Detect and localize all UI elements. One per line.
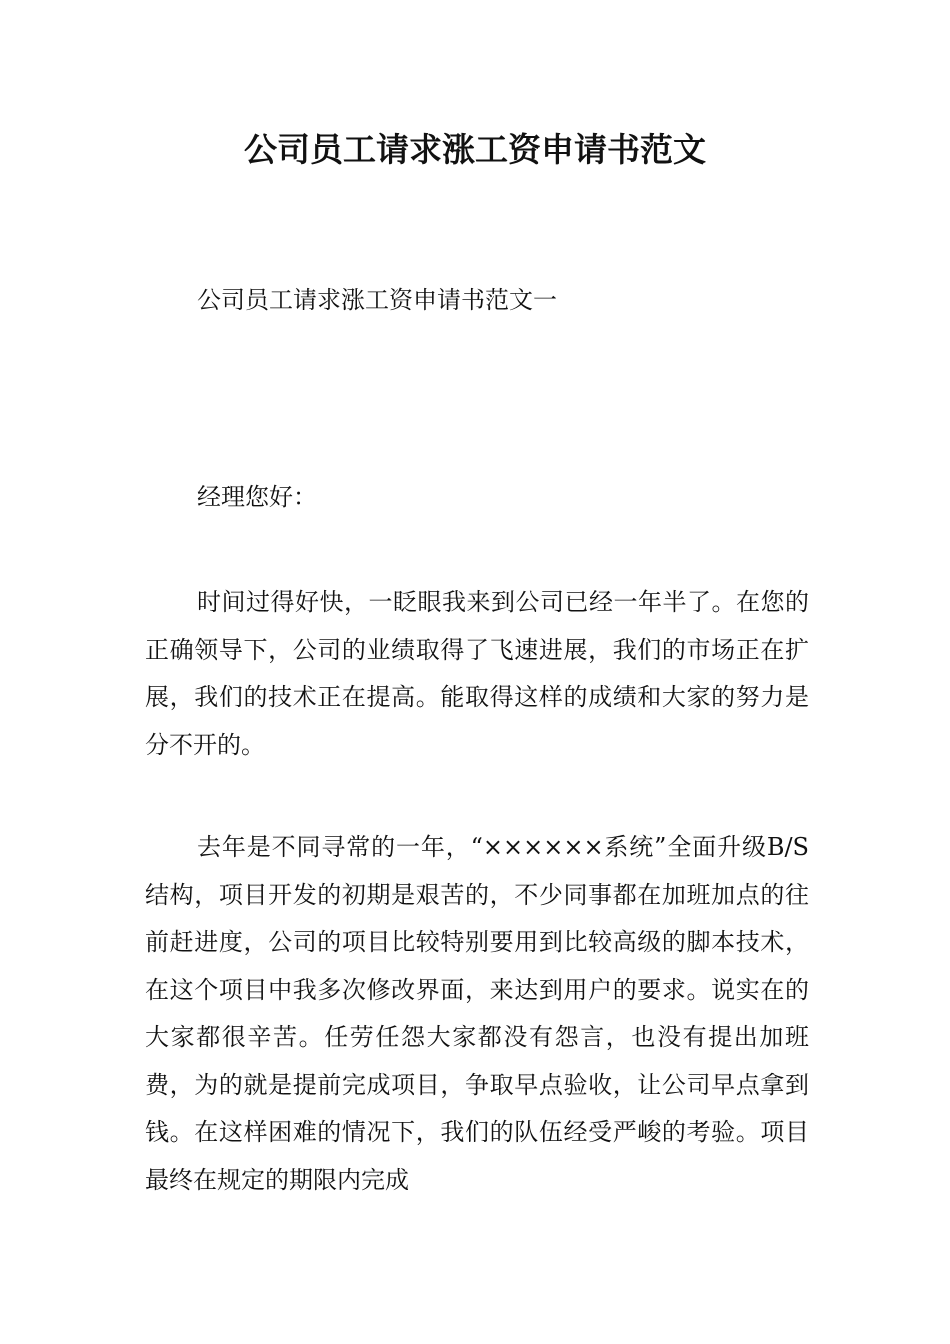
document-subtitle: 公司员工请求涨工资申请书范文一 (197, 286, 557, 314)
document-title: 公司员工请求涨工资申请书范文 (244, 130, 706, 169)
body-paragraph-1: 时间过得好快，一眨眼我来到公司已经一年半了。在您的正确领导下，公司的业绩取得了飞速进展，我们的市场正在扩展，我们的技术正在提高。能取得这样的成绩和大家的努力是分不开的。 (145, 588, 809, 759)
body-paragraph-2: 去年是不同寻常的一年，“××××××系统”全面升级B/S结构，项目开发的初期是艰苦的，不少同事都在加班加点的往前赶进度，公司的项目比较特别要用到比较高级的脚本技术，在这个项目中我多次修改界面，来达到用户的要求。说实在的大家都很辛苦。任劳任怨大家都没有怨言，也没有提出加班费，为的就是提前完成项目，争取早点验收，让公司早点拿到钱。在这样困难的情况下，我们的队伍经受严峻的考验。项目最终在规定的期限内完成 (145, 833, 809, 1194)
salutation: 经理您好： (197, 483, 317, 511)
